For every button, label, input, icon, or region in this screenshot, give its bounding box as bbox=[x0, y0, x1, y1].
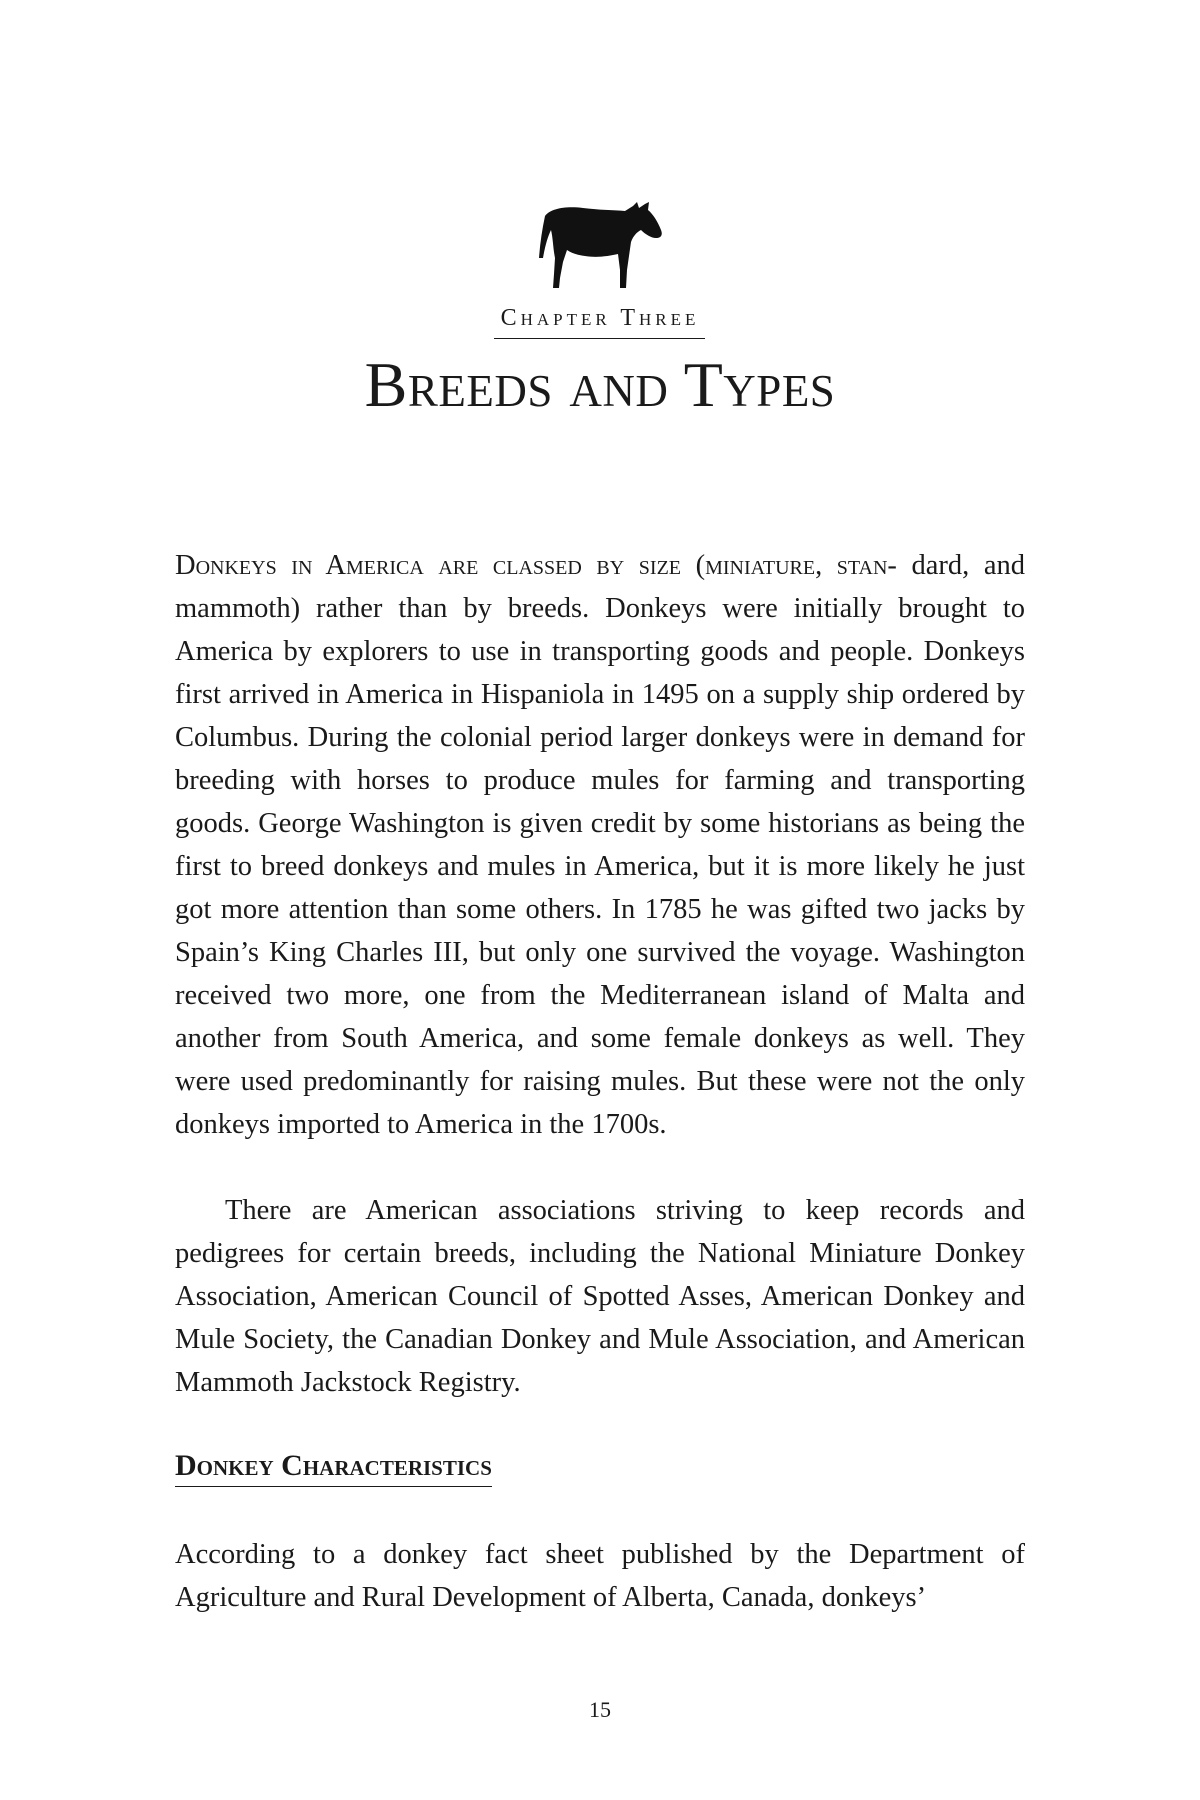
chapter-rule-divider bbox=[494, 338, 705, 339]
paragraph-1-text: dard, and mammoth) rather than by breeds. Donkeys were initially brought to America by explorers to use in transporting goods and people. Donkeys first arrived in America in Hispaniola in 1495 on a supply ship ordered by Columbus. During the colonial period larger donkeys were in demand for breeding with horses to produce mules for farming and transporting goods. George Washington is given credit by some historians as being the first to breed donkeys and mules in America, but it is more likely he just got more attention than some others. In 1785 he was gifted two jacks by Spain’s King Charles III, but only one survived the voyage. Washington received two more, one from the Mediterranean island of Malta and another from South America, and some female donkeys as well. They were used predominantly for raising mules. But these were not the only donkeys imported to America in the 1700s. bbox=[175, 550, 1025, 1140]
chapter-title: Breeds and Types bbox=[364, 349, 836, 420]
chapter-label: Chapter Three bbox=[500, 305, 700, 331]
page-number: 15 bbox=[589, 1697, 611, 1722]
body-paragraph-1 bbox=[175, 544, 1025, 1146]
body-paragraph-3: According to a donkey fact sheet published by the Department of Agriculture and Rural Development of Alberta, Canada, donkeys’ bbox=[175, 1539, 1025, 1613]
donkey-silhouette-icon bbox=[537, 202, 663, 288]
section-heading: Donkey Characteristics bbox=[175, 1448, 492, 1487]
paragraph-lead-in: Donkeys in America are classed by size (miniature, stan- bbox=[175, 550, 897, 581]
body-paragraph-2: There are American associations striving to keep records and pedigrees for certain breeds, including the National Miniature Donkey Association, American Council of Spotted Asses, American Donkey and Mule Society, the Canadian Donkey and Mule Association, and American Mammoth Jackstock Registry. bbox=[175, 1195, 1025, 1398]
